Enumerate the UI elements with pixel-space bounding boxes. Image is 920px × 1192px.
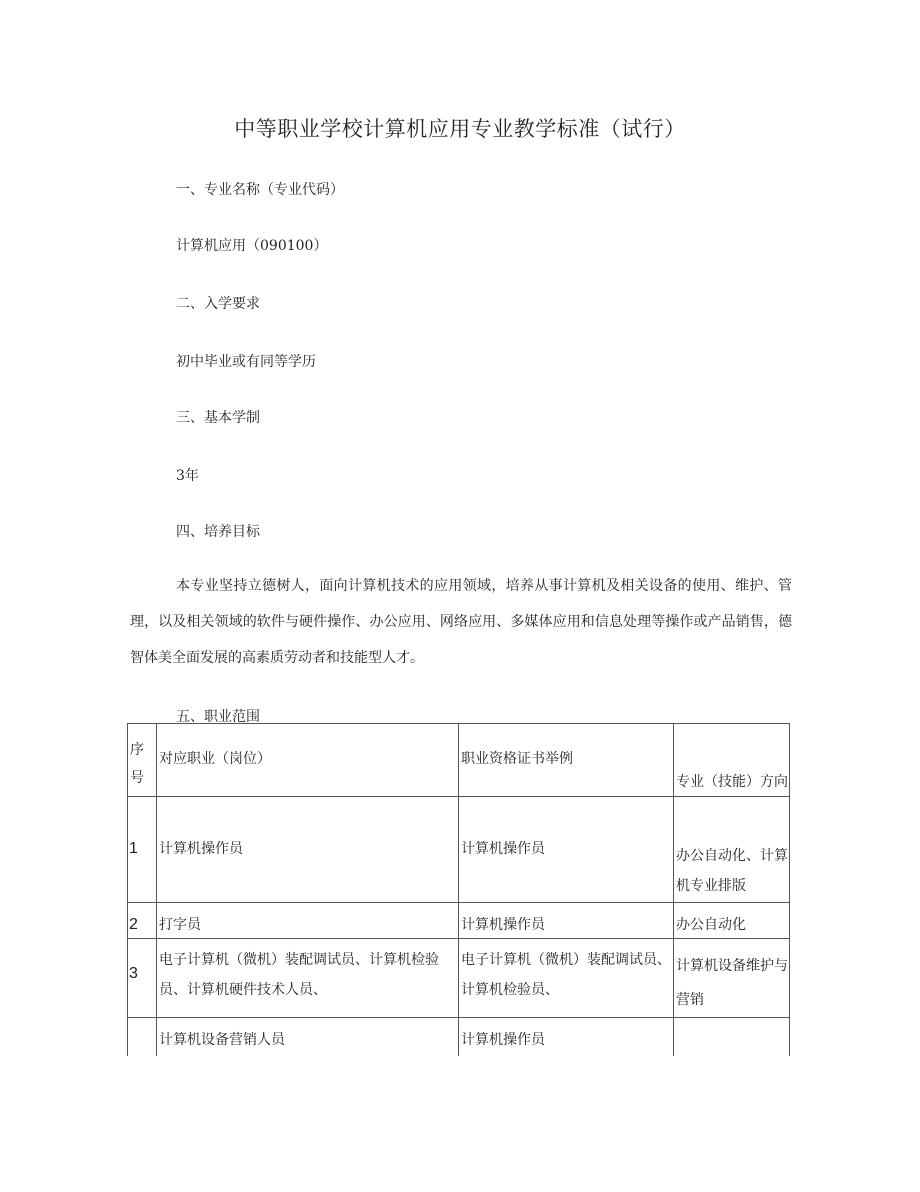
page-title: 中等职业学校计算机应用专业教学标准（试行）	[234, 117, 686, 141]
row-direction: 计算机设备维护与营销	[674, 939, 790, 1018]
row-job: 打字员	[157, 903, 459, 939]
row-index: 2	[128, 903, 157, 939]
header-cert: 职业资格证书举例	[459, 724, 674, 797]
section-4-heading: 四、培养目标	[176, 524, 260, 540]
row-index	[128, 1018, 157, 1056]
row-job: 电子计算机（微机）装配调试员、计算机检验员、计算机硬件技术人员、	[157, 939, 459, 1018]
section-1-heading: 一、专业名称（专业代码）	[176, 182, 344, 198]
row-direction: 办公自动化、计算机专业排版	[674, 797, 790, 903]
row-direction	[674, 1018, 790, 1056]
header-index: 序号	[128, 724, 157, 797]
row-direction: 办公自动化	[674, 903, 790, 939]
row-cert: 计算机操作员	[459, 1018, 674, 1056]
row-index: 1	[128, 797, 157, 903]
header-job: 对应职业（岗位）	[157, 724, 459, 797]
table-header-row	[128, 724, 790, 797]
row-job: 计算机设备营销人员	[157, 1018, 459, 1056]
section-3-value: 3年	[176, 468, 199, 484]
row-index: 3	[128, 939, 157, 1018]
header-direction: 专业（技能）方向	[674, 724, 790, 797]
section-2-heading: 二、入学要求	[176, 296, 260, 312]
row-cert: 计算机操作员	[459, 903, 674, 939]
section-4-paragraph: 本专业坚持立德树人，面向计算机技术的应用领域，培养从事计算机及相关设备的使用、维护、管理，以及相关领域的软件与硬件操作、办公应用、网络应用、多媒体应用和信息处理等操作或产品销售，德智体美全面发展的高素质劳动者和技能型人才。	[130, 578, 792, 666]
row-cert: 计算机操作员	[459, 797, 674, 903]
row-job: 计算机操作员	[157, 797, 459, 903]
row-cert: 电子计算机（微机）装配调试员、计算机检验员、	[459, 939, 674, 1018]
table-row	[128, 903, 790, 939]
table-row	[128, 797, 790, 903]
occupation-table	[127, 723, 790, 1056]
section-1-value: 计算机应用（090100）	[176, 238, 328, 254]
section-3-heading: 三、基本学制	[176, 410, 260, 426]
section-5-heading: 五、职业范围	[176, 709, 260, 725]
section-2-value: 初中毕业或有同等学历	[176, 354, 316, 370]
table-row	[128, 1018, 790, 1056]
table-row	[128, 939, 790, 1018]
